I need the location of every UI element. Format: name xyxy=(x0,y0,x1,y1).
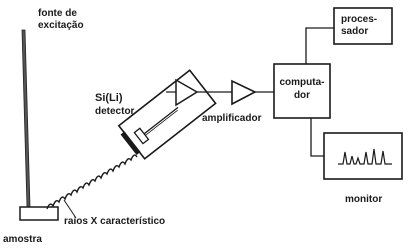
preamp-triangle xyxy=(176,80,197,105)
monitor-box xyxy=(324,133,402,179)
sample-block xyxy=(20,207,58,220)
source-label-line2: excitação xyxy=(38,20,84,31)
wire-computer-monitor xyxy=(311,118,324,156)
source-label-line1: fonte de xyxy=(38,8,77,19)
detector-label-line1: Si(Li) xyxy=(95,92,123,104)
detector-window xyxy=(121,131,141,155)
wire-computer-processor xyxy=(306,28,334,64)
detector-cold-finger xyxy=(144,107,178,133)
processor-label-line2: sador xyxy=(341,26,369,37)
monitor-spectrum xyxy=(338,149,392,164)
amplifier-label: amplificador xyxy=(202,113,262,124)
monitor-label: monitor xyxy=(345,194,383,205)
xray-label: raios X característico xyxy=(64,216,166,227)
xray-wave xyxy=(47,155,137,209)
si-li-crystal xyxy=(134,128,148,143)
computer-label-line1: computa- xyxy=(279,77,325,88)
detector-cold-finger-2 xyxy=(145,110,177,135)
sample-label: amostra xyxy=(3,234,42,245)
excitation-beam xyxy=(22,30,30,207)
detector-label-line2: detector xyxy=(95,106,135,117)
amplifier-triangle xyxy=(232,81,255,104)
computer-label-line2: dor xyxy=(293,90,311,101)
processor-label-line1: proces- xyxy=(341,14,378,25)
